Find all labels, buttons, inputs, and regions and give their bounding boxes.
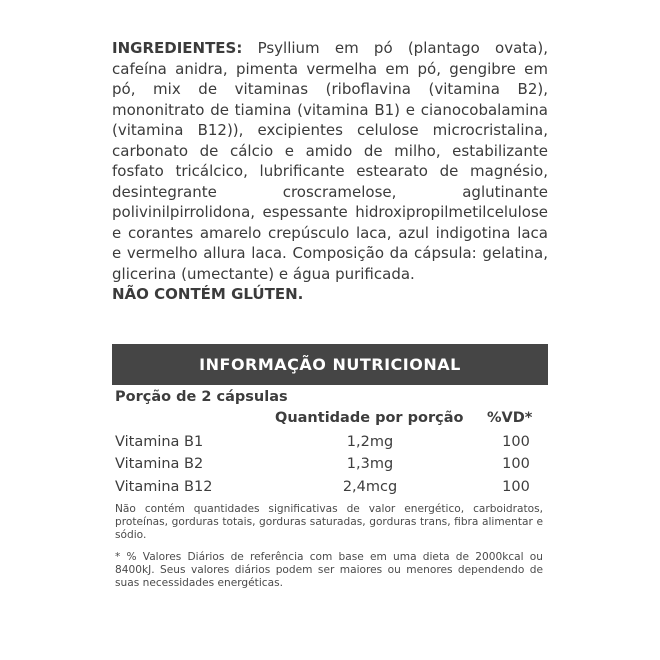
- nutrition-title: INFORMAÇÃO NUTRICIONAL: [199, 355, 461, 374]
- nutrient-vd: 100: [502, 434, 530, 450]
- nutrient-quantity: 2,4mcg: [342, 479, 398, 495]
- ingredients-text: Psyllium em pó (plantago ovata), cafeína anidra, pimenta vermelha em pó, gengibre em pó, mix de vitaminas (riboflavina (vitamina B2), mononitrato de tiamina (vitamina B1) e cianocobalamina (vitamina B12)), excipientes celulose microcristalina, carbonato de cálcio e amido de milho, estabilizante fosfato tricálcico, lubrificante estearato de magnésio, desintegrante croscramelose, aglutinante polivinilpirrolidona, espessante hidroxipropilmetilcelulose e corantes amarelo crepúsculo laca, azul indigotina laca e vermelho allura laca. Composição da cápsula: gelatina, glicerina (umectante) e água purificada.: [112, 39, 548, 283]
- insignificant-values-note: Não contém quantidades significativas de valor energético, carboidratos, proteínas, gorduras totais, gorduras saturadas, gorduras trans, fibra alimentar e sódio.: [115, 503, 543, 541]
- nutrient-quantity: 1,2mg: [346, 434, 394, 450]
- daily-values-footnote: * % Valores Diários de referência com base em uma dieta de 2000kcal ou 8400kJ. Seus valores diários podem ser maiores ou menores dependendo de suas necessidades energéticas.: [115, 551, 543, 589]
- nutrient-vd: 100: [502, 456, 530, 472]
- nutrient-name: Vitamina B1: [115, 434, 204, 450]
- ingredients-label: INGREDIENTES:: [112, 39, 243, 57]
- nutrient-quantity: 1,3mg: [346, 456, 394, 472]
- ingredients-paragraph: [112, 38, 548, 305]
- column-header-vd: %VD*: [487, 410, 533, 426]
- nutrient-name: Vitamina B2: [115, 456, 204, 472]
- nutrient-vd: 100: [502, 479, 530, 495]
- gluten-warning: NÃO CONTÉM GLÚTEN.: [112, 285, 304, 303]
- column-header-quantity: Quantidade por porção: [275, 410, 464, 426]
- nutrition-title-bar: [112, 344, 548, 385]
- portion-size: Porção de 2 cápsulas: [115, 389, 288, 405]
- table-row: [0, 434, 660, 456]
- table-row: [0, 479, 660, 501]
- table-row: [0, 456, 660, 478]
- nutrient-name: Vitamina B12: [115, 479, 213, 495]
